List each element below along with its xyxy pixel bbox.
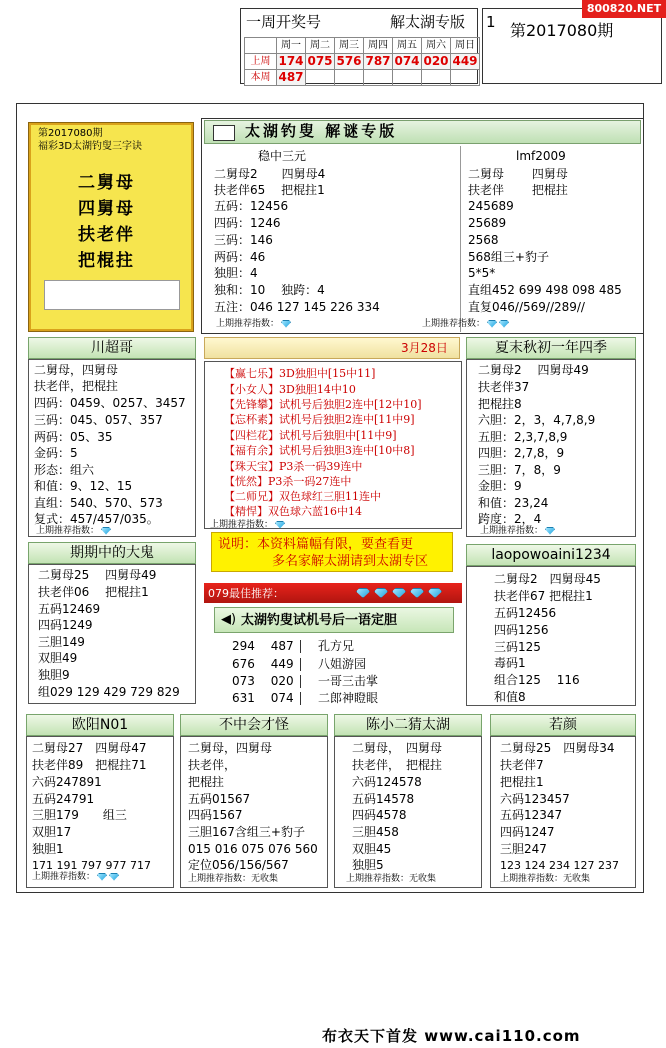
ruo-line: 五码12347 bbox=[500, 808, 563, 822]
expert-record: 【四栏花】试机号后独胆中[11中9] bbox=[224, 429, 397, 442]
diamond-icon bbox=[499, 320, 509, 328]
main-line: 568组三+豹子 bbox=[468, 250, 549, 264]
main-line: 扶老伴65 把棍拄1 bbox=[214, 183, 325, 197]
edition-title: 解太湖专版 bbox=[390, 13, 466, 31]
day-header: 周二 bbox=[306, 38, 335, 54]
ruo-line: 123 124 234 127 237 bbox=[500, 859, 619, 872]
last-week-label: 上周 bbox=[245, 54, 277, 70]
left-panel-title: 稳中三元 bbox=[258, 149, 307, 163]
ruo-line: 扶老伴7 bbox=[500, 758, 544, 772]
rating: 上期推荐指数：无收集 bbox=[500, 874, 591, 884]
day-header: 周一 bbox=[277, 38, 306, 54]
gold-line: 四舅母 bbox=[78, 199, 135, 219]
ou-line: 扶老伴89 把棍拄71 bbox=[32, 758, 147, 772]
gold-line: 把棍拄 bbox=[78, 251, 135, 271]
main-line: 25689 bbox=[468, 216, 507, 230]
notice-line: 多名家解太湖请到太湖专区 bbox=[272, 554, 429, 569]
diamond-icon bbox=[97, 873, 107, 881]
draw-cell: 020 bbox=[423, 54, 449, 68]
qi-line: 双胆49 bbox=[38, 651, 78, 665]
main-line: 两码：46 bbox=[214, 250, 266, 264]
diamond-icon bbox=[101, 527, 111, 535]
ruo-title: 若颜 bbox=[490, 714, 636, 736]
chen-line: 四码4578 bbox=[352, 808, 407, 822]
lao-title: laopowoaini1234 bbox=[466, 544, 636, 566]
chuan-line: 和值：9、12、15 bbox=[34, 479, 133, 493]
day-header: 周五 bbox=[393, 38, 422, 54]
draw-cell: 787 bbox=[365, 54, 391, 68]
tail-phrase: 孔方兄 bbox=[318, 639, 355, 653]
expert-record: 【恍然】P3杀一码27连中 bbox=[224, 475, 352, 488]
notice-box bbox=[211, 532, 453, 572]
expert-record: 【先锋攀】试机号后独胆2连中[12中10] bbox=[224, 398, 422, 411]
tail-title: 太湖钓叟试机号后一语定胆 bbox=[241, 613, 398, 628]
chuan-line: 四码：0459、0257、3457 bbox=[34, 396, 186, 410]
tail-row: 294 487 bbox=[232, 639, 294, 653]
weekly-title: 一周开奖号 bbox=[246, 13, 322, 31]
expert-record: 【珠天宝】P3杀一码39连中 bbox=[224, 460, 363, 473]
xia-line: 六胆：2，3，4,7,8,9 bbox=[478, 413, 596, 427]
main-line: 5*5* bbox=[468, 266, 496, 280]
rating: 上期推荐指数： bbox=[32, 871, 119, 883]
ruo-line: 三胆247 bbox=[500, 842, 547, 856]
chuan-line: 直组：540、570、573 bbox=[34, 496, 163, 510]
main-line: 独和：10 独跨：4 bbox=[214, 283, 325, 297]
expert-record: 【小女人】3D独胆14中10 bbox=[224, 383, 356, 396]
gold-line: 扶老伴 bbox=[78, 225, 135, 245]
qi-line: 四码1249 bbox=[38, 618, 93, 632]
expert-record: 【精悍】双色球六蓝16中14 bbox=[224, 505, 362, 518]
ou-line: 二舅母27 四舅母47 bbox=[32, 741, 147, 755]
date-label: 3月28日 bbox=[401, 341, 448, 355]
xia-line: 和值：23,24 bbox=[478, 496, 549, 510]
this-week-label: 本周 bbox=[245, 70, 277, 86]
bu-line: 五码01567 bbox=[188, 792, 251, 806]
main-line: 三码：146 bbox=[214, 233, 273, 247]
notice-line: 说明：本资料篇幅有限，要查看更 bbox=[218, 537, 414, 552]
qi-line: 独胆9 bbox=[38, 668, 70, 682]
main-line: 直复046//569//289// bbox=[468, 300, 585, 314]
main-line: 二舅母2 四舅母4 bbox=[214, 167, 326, 181]
qi-line: 二舅母25 四舅母49 bbox=[38, 568, 157, 582]
lao-line: 二舅母2 四舅母45 bbox=[494, 572, 601, 586]
chen-line: 六码124578 bbox=[352, 775, 422, 789]
draw-cell: 487 bbox=[278, 70, 304, 84]
gold-subtitle: 福彩3D太湖钓叟三字诀 bbox=[38, 141, 143, 152]
tail-row: 073 020 bbox=[232, 674, 294, 688]
bu-line: 二舅母，四舅母 bbox=[188, 741, 273, 755]
main-line: 扶老伴 把棍拄 bbox=[468, 183, 568, 197]
day-header: 周日 bbox=[451, 38, 480, 54]
diamond-icon bbox=[410, 588, 424, 598]
tail-phrase: 八姐游园 bbox=[318, 657, 367, 671]
draw-cell: 174 bbox=[278, 54, 304, 68]
main-line: 直组452 699 498 098 485 bbox=[468, 283, 622, 297]
lao-line: 扶老伴67 把棍拄1 bbox=[494, 589, 593, 603]
date-bar bbox=[204, 337, 460, 359]
xia-line: 五胆：2,3,7,8,9 bbox=[478, 430, 568, 444]
chuan-line: 二舅母，四舅母 bbox=[34, 363, 119, 377]
diamond-icon bbox=[392, 588, 406, 598]
chuan-line: 复式：457/457/035。 bbox=[34, 512, 159, 526]
main-banner bbox=[204, 120, 641, 144]
main-banner-title: 太湖钓叟 解谜专版 bbox=[245, 122, 398, 140]
bu-line: 015 016 075 076 560 bbox=[188, 842, 318, 856]
ou-line: 五码24791 bbox=[32, 792, 95, 806]
main-line: 独胆：4 bbox=[214, 266, 258, 280]
issue-number: 第2017080期 bbox=[510, 21, 614, 40]
chuan-title: 川超哥 bbox=[28, 337, 196, 359]
xia-line: 四胆：2,7,8，9 bbox=[478, 446, 565, 460]
draw-cell: 576 bbox=[336, 54, 362, 68]
rating: 上期推荐指数： bbox=[216, 318, 291, 330]
expert-record: 【忘杯素】试机号后独胆2连中[11中9] bbox=[224, 413, 415, 426]
ou-line: 三胆179 组三 bbox=[32, 808, 127, 822]
draw-cell: 449 bbox=[452, 54, 478, 68]
chuan-line: 金码：5 bbox=[34, 446, 78, 460]
diamond-icon bbox=[545, 527, 555, 535]
diamond-icon bbox=[275, 521, 285, 529]
best-recommend-bar bbox=[204, 583, 462, 603]
ou-title: 欧阳N01 bbox=[26, 714, 174, 736]
tail-row: 676 449 bbox=[232, 657, 294, 671]
rating: 上期推荐指数：无收集 bbox=[346, 874, 437, 884]
day-header: 周四 bbox=[364, 38, 393, 54]
ruo-line: 二舅母25 四舅母34 bbox=[500, 741, 615, 755]
ou-line: 171 191 797 977 717 bbox=[32, 859, 151, 872]
bu-line: 扶老伴， bbox=[188, 758, 237, 772]
main-line: 五注：046 127 145 226 334 bbox=[214, 300, 380, 314]
lao-line: 三码125 bbox=[494, 640, 541, 654]
tail-row: 631 074 bbox=[232, 691, 294, 705]
chuan-line: 两码：05、35 bbox=[34, 430, 113, 444]
qi-line: 五码12469 bbox=[38, 602, 101, 616]
diamond-icon bbox=[281, 320, 291, 328]
expert-record: 【赢七乐】3D独胆中[15中11] bbox=[224, 367, 376, 380]
chuan-line: 扶老伴，把棍拄 bbox=[34, 379, 119, 393]
xia-line: 跨度：2，4 bbox=[478, 512, 542, 526]
xia-line: 三胆：7，8，9 bbox=[478, 463, 561, 477]
rating: 上期推荐指数： bbox=[210, 519, 285, 531]
xia-line: 把棍拄8 bbox=[478, 397, 522, 411]
bu-line: 四码1567 bbox=[188, 808, 243, 822]
recommend-label: 079最佳推荐： bbox=[208, 587, 284, 600]
tail-title-bar bbox=[214, 607, 454, 633]
qi-title: 期期中的大鬼 bbox=[28, 542, 196, 564]
bu-line: 三胆167含组三+豹子 bbox=[188, 825, 305, 839]
tail-phrase: 二郎神瞪眼 bbox=[318, 691, 379, 705]
chen-line: 三胆458 bbox=[352, 825, 399, 839]
diamond-icon bbox=[428, 588, 442, 598]
speaker-icon: ◀) bbox=[221, 612, 237, 627]
right-panel-title: lmf2009 bbox=[516, 149, 566, 163]
main-line: 五码：12456 bbox=[214, 199, 289, 213]
ruo-line: 六码123457 bbox=[500, 792, 570, 806]
lao-line: 毒码1 bbox=[494, 656, 526, 670]
footer-credit[interactable]: 布衣天下首发 www.cai110.com bbox=[322, 1027, 581, 1045]
xia-line: 扶老伴37 bbox=[478, 380, 530, 394]
site-logo[interactable]: 800820.NET bbox=[582, 0, 666, 18]
diamond-icon bbox=[487, 320, 497, 328]
bu-title: 不中会才怪 bbox=[180, 714, 328, 736]
chuan-line: 三码：045、057、357 bbox=[34, 413, 163, 427]
bu-line: 把棍拄 bbox=[188, 775, 225, 789]
chen-title: 陈小二猜太湖 bbox=[334, 714, 482, 736]
day-header: 周三 bbox=[335, 38, 364, 54]
bu-line: 定位056/156/567 bbox=[188, 858, 289, 872]
weekly-draw-table bbox=[244, 37, 480, 86]
rating: 上期推荐指数： bbox=[480, 525, 555, 537]
draw-cell: 075 bbox=[307, 54, 333, 68]
chen-line: 二舅母， 四舅母 bbox=[352, 741, 443, 755]
rating: 上期推荐指数： bbox=[36, 525, 111, 537]
diamond-icon bbox=[356, 588, 370, 598]
day-header: 周六 bbox=[422, 38, 451, 54]
chen-line: 独胆5 bbox=[352, 858, 384, 872]
xia-title: 夏末秋初一年四季 bbox=[466, 337, 636, 359]
xia-line: 金胆：9 bbox=[478, 479, 522, 493]
book-icon bbox=[213, 125, 235, 141]
qi-line: 三胆149 bbox=[38, 635, 85, 649]
ou-line: 六码247891 bbox=[32, 775, 102, 789]
ou-line: 双胆17 bbox=[32, 825, 72, 839]
lao-line: 四码1256 bbox=[494, 623, 549, 637]
gold-issue: 第2017080期 bbox=[38, 128, 103, 139]
diamond-icon bbox=[109, 873, 119, 881]
lao-line: 组合125 116 bbox=[494, 673, 580, 687]
draw-cell: 074 bbox=[394, 54, 420, 68]
qi-line: 组029 129 429 729 829 bbox=[38, 685, 180, 699]
rating: 上期推荐指数： bbox=[422, 318, 509, 330]
main-line: 四码：1246 bbox=[214, 216, 281, 230]
main-line: 2568 bbox=[468, 233, 499, 247]
chen-line: 双胆45 bbox=[352, 842, 392, 856]
gold-blank bbox=[44, 280, 180, 310]
lao-line: 和值8 bbox=[494, 690, 526, 704]
expert-record: 【福有余】试机号后独胆3连中[10中8] bbox=[224, 444, 415, 457]
lao-line: 五码12456 bbox=[494, 606, 557, 620]
xia-line: 二舅母2 四舅母49 bbox=[478, 363, 589, 377]
chen-line: 五码14578 bbox=[352, 792, 415, 806]
main-line: 245689 bbox=[468, 199, 514, 213]
chuan-line: 形态：组六 bbox=[34, 463, 95, 477]
ou-line: 独胆1 bbox=[32, 842, 64, 856]
ruo-line: 把棍拄1 bbox=[500, 775, 544, 789]
rating: 上期推荐指数：无收集 bbox=[188, 874, 279, 884]
main-line: 二舅母 四舅母 bbox=[468, 167, 568, 181]
gold-line: 二舅母 bbox=[78, 173, 135, 193]
tail-phrase: 一哥三击掌 bbox=[318, 674, 379, 688]
expert-record: 【二师兄】双色球红三胆11连中 bbox=[224, 490, 381, 503]
chen-line: 扶老伴， 把棍拄 bbox=[352, 758, 443, 772]
page-number: 1 bbox=[486, 13, 496, 31]
ruo-line: 四码1247 bbox=[500, 825, 555, 839]
qi-line: 扶老伴06 把棍拄1 bbox=[38, 585, 149, 599]
diamond-icon bbox=[374, 588, 388, 598]
